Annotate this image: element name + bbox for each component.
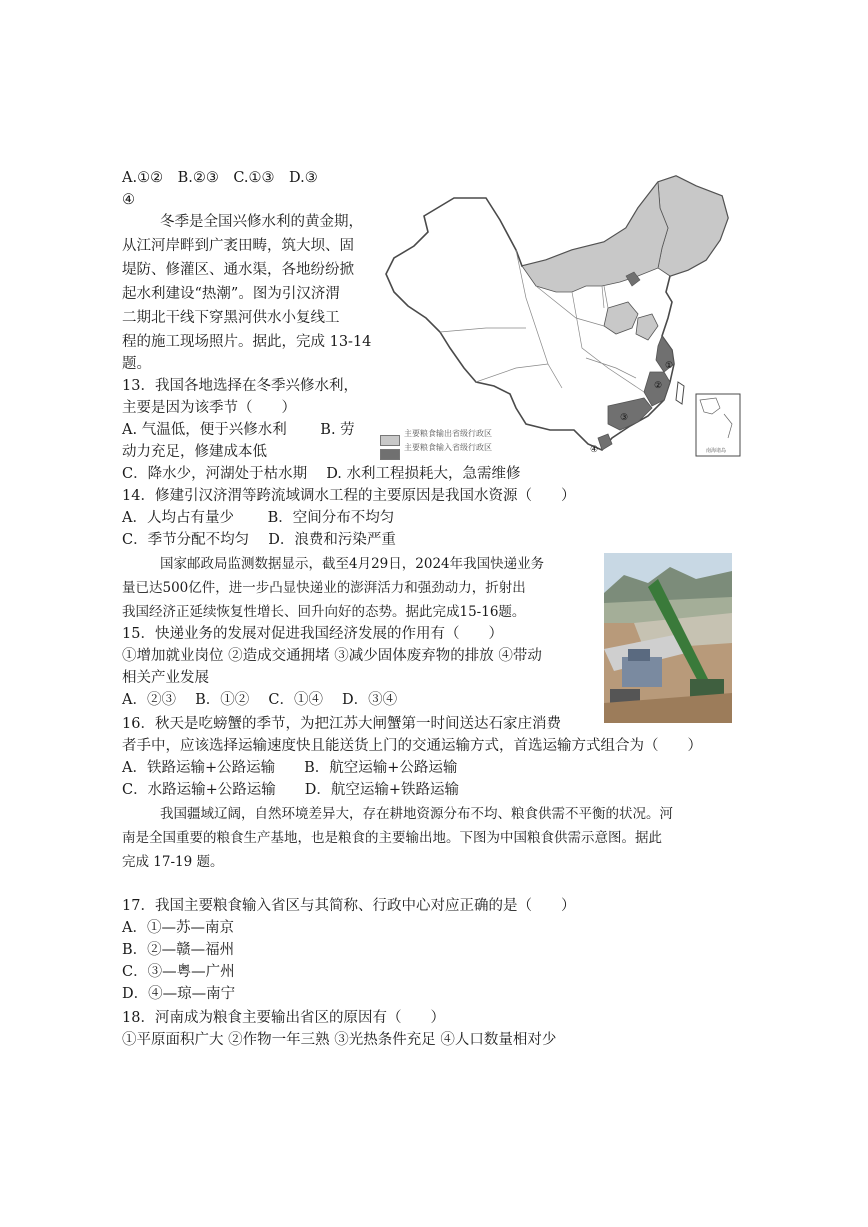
q17-option-c: C．③—粤—广州 <box>122 964 235 980</box>
q16-options: A．铁路运输+公路运输 B．航空运输+公路运输 <box>122 760 458 776</box>
construction-photo <box>604 553 732 723</box>
intro-water: 题。 <box>122 356 151 372</box>
intro-water: 冬季是全国兴修水利的黄金期， <box>160 214 363 230</box>
q14-options: C．季节分配不均匀 D．浪费和污染严重 <box>122 532 396 548</box>
q16-stem: 者手中，应该选择运输速度快且能送货上门的交通运输方式，首选运输方式组合为（ ） <box>122 738 702 754</box>
q18-statements: ①平原面积广大 ②作物一年三熟 ③光热条件充足 ④人口数量相对少 <box>122 1032 557 1048</box>
q15-statements: ①增加就业岗位 ②造成交通拥堵 ③减少固体废弃物的排放 ④带动 <box>122 648 542 664</box>
q12-options-wrap: ④ <box>122 192 135 208</box>
intro-grain: 我国疆域辽阔，自然环境差异大，存在耕地资源分布不均、粮食供需不平衡的状况。河 <box>160 806 673 822</box>
q17-option-b: B．②—赣—福州 <box>122 942 235 958</box>
legend-export-label: 主要粮食输出省级行政区 <box>404 429 492 438</box>
intro-water: 二期北干线下穿黑河供水小复线工 <box>122 310 340 326</box>
intro-express: 量已达500亿件，进一步凸显快递业的澎湃活力和强劲动力，折射出 <box>122 580 526 596</box>
taiwan-island <box>676 382 684 404</box>
q15-statements: 相关产业发展 <box>122 670 209 686</box>
legend-import-swatch <box>380 449 400 460</box>
northeast-export-region <box>658 176 728 276</box>
q18-stem: 18．河南成为粮食主要输出省区的原因有（ ） <box>122 1010 445 1026</box>
q17-option-a: A．①—苏—南京 <box>122 920 234 936</box>
china-grain-map <box>376 168 744 458</box>
intro-water: 程的施工现场照片。据此，完成 13-14 <box>122 334 372 350</box>
south-sea-inset-label: 南海诸岛 <box>706 448 727 454</box>
china-grain-map-svg <box>376 168 744 458</box>
q17-stem: 17．我国主要粮食输入省区与其简称、行政中心对应正确的是（ ） <box>122 898 576 914</box>
intro-express: 我国经济正延续恢复性增长、回升向好的态势。据此完成15-16题。 <box>122 604 526 620</box>
marker-4: ④ <box>590 445 599 455</box>
legend-import <box>380 444 404 463</box>
q14-stem: 14．修建引汉济渭等跨流域调水工程的主要原因是我国水资源（ ） <box>122 488 576 504</box>
intro-water: 从江河岸畔到广袤田畴，筑大坝、固 <box>122 238 354 254</box>
marker-3: ③ <box>620 413 629 423</box>
marker-1: ① <box>665 361 674 371</box>
intro-water: 起水利建设“热潮”。图为引汉济渭 <box>122 286 340 302</box>
q14-options: A．人均占有量少 B．空间分布不均匀 <box>122 510 395 526</box>
q13-options: 动力充足，修建成本低 <box>122 444 267 460</box>
q16-options: C．水路运输+公路运输 D．航空运输+铁路运输 <box>122 782 460 798</box>
q12-options: A.①② B.②③ C.①③ D.③ <box>122 170 318 186</box>
intro-water: 堤防、修灌区、通水渠，各地纷纷掀 <box>122 262 354 278</box>
q13-stem: 13．我国各地选择在冬季兴修水利， <box>122 378 358 394</box>
intro-grain: 南是全国重要的粮食生产基地，也是粮食的主要输出地。下图为中国粮食供需示意图。据此 <box>122 830 662 846</box>
q13-options: C．降水少，河湖处于枯水期 D. 水利工程损耗大，急需维修 <box>122 466 521 482</box>
construction-photo-svg <box>604 553 732 723</box>
q13-options: A. 气温低，便于兴修水利 B. 劳 <box>122 422 355 438</box>
intro-express: 国家邮政局监测数据显示，截至4月29日，2024年我国快递业务 <box>160 556 545 572</box>
legend-import-label: 主要粮食输入省级行政区 <box>404 443 492 452</box>
q16-stem: 16．秋天是吃螃蟹的季节，为把江苏大闸蟹第一时间送达石家庄消费 <box>122 716 561 732</box>
q13-stem: 主要是因为该季节（ ） <box>122 400 296 416</box>
q15-options: A．②③ B．①② C．①④ D．③④ <box>122 692 398 708</box>
q15-stem: 15．快递业务的发展对促进我国经济发展的作用有（ ） <box>122 626 503 642</box>
marker-2: ② <box>654 381 663 391</box>
q17-option-d: D．④—琼—南宁 <box>122 986 236 1002</box>
intro-grain: 完成 17-19 题。 <box>122 854 224 870</box>
